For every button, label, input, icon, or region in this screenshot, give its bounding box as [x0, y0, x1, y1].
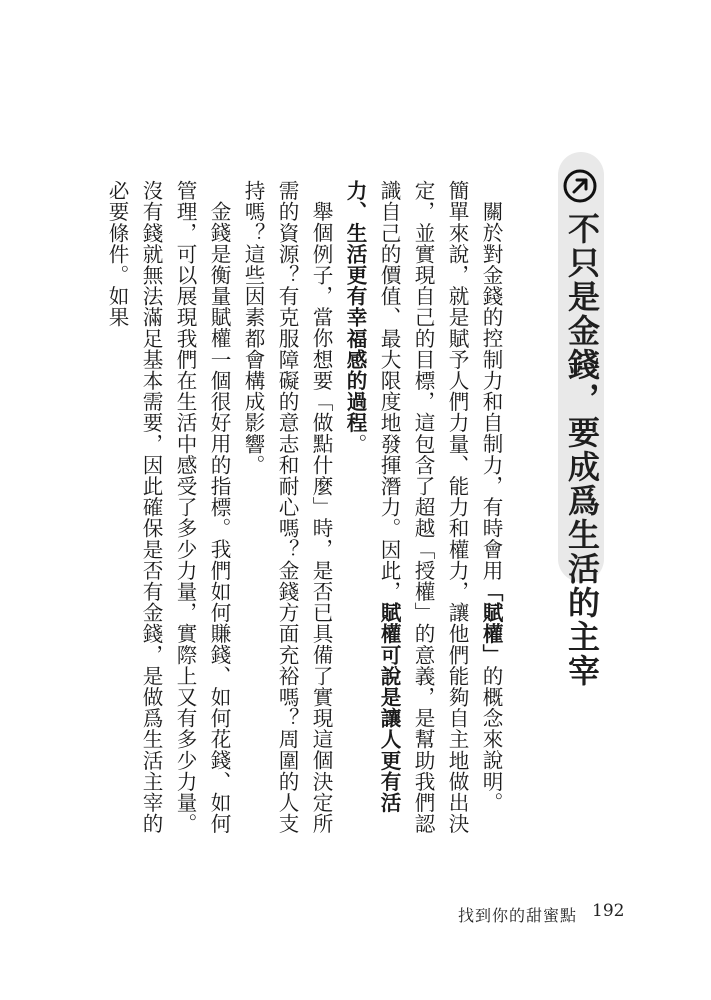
paragraph-2-text-2: 。	[343, 433, 367, 455]
paragraph-1-text-1: 關於對金錢的控制力和自制力，有時會用	[479, 200, 503, 581]
paragraph-1-text-2: 的概念來說明。	[479, 664, 503, 813]
paragraph-3	[236, 180, 338, 850]
paragraph-2-bold-statement: 賦權可說是讓人更有活力、生活更有幸福感的過程	[343, 180, 401, 813]
paragraph-2-text-1: 簡單來說，就是賦予人們力量、能力和權力，讓他們能夠自主地做出決定，並實現自己的目標，這包含了超越「授權」的意義，是幫助我們認識自己的價值、最大限度地發揮潛力。因此，	[377, 180, 469, 835]
paragraph-3-text: 舉個例子，當你想要「做點什麼」時，是否已具備了實現這個決定所需的資源？有克服障礙的意志和耐心嗎？金錢方面充裕嗎？周圍的人支持嗎？這些因素都會構成影響。	[241, 180, 333, 835]
paragraph-4	[100, 180, 236, 850]
section-heading: 不只是金錢，要成爲生活的主宰	[563, 212, 601, 688]
footer-book-title: 找到你的甜蜜點	[458, 906, 578, 925]
paragraph-2	[338, 180, 474, 850]
page-number: 192	[592, 901, 625, 921]
body-text	[105, 180, 508, 850]
paragraph-1	[474, 180, 508, 850]
paragraph-4-text: 金錢是衡量賦權一個很好用的指標。我們如何賺錢、如何花錢、如何管理，可以展現我們在生活中感受了多少力量，實際上又有多少力量。沒有錢就無法滿足基本需要，因此確保是否有金錢，是做爲生活主宰的必要條件。如果	[105, 180, 231, 835]
arrow-up-right-circle-icon	[562, 168, 598, 204]
paragraph-1-bold-term: 「賦權」	[479, 580, 503, 665]
